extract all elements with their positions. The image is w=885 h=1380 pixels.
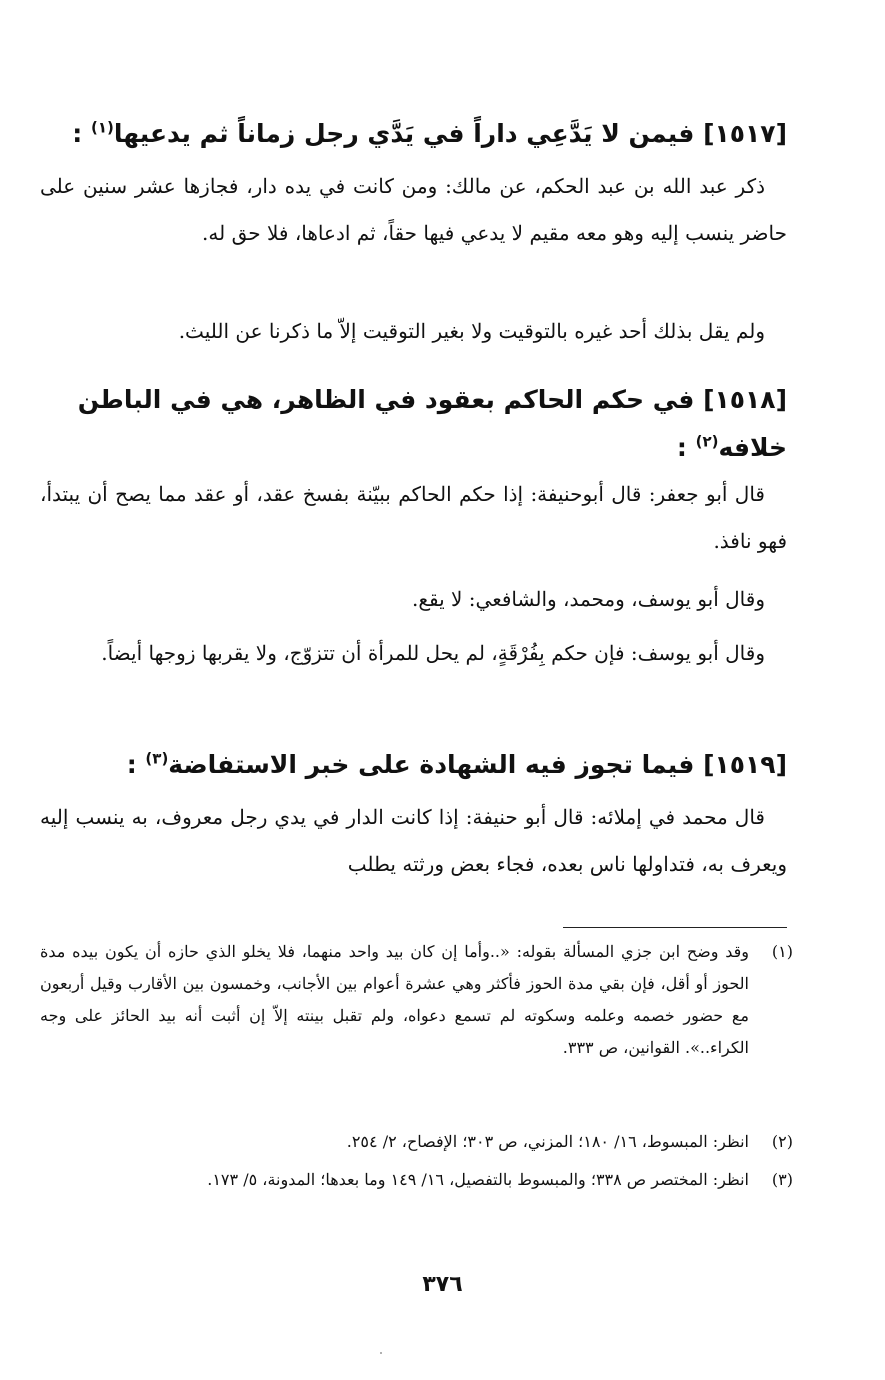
footnote-2: [40, 1126, 793, 1158]
heading-colon: :: [676, 433, 687, 462]
heading-colon: :: [126, 750, 137, 779]
paragraph: قال محمد في إملائه: قال أبو حنيفة: إذا كانت الدار في يدي رجل معروف، به ينسب إليه ويعرف به، فتداولها ناس بعده، فجاء بعض ورثته يطلب: [40, 805, 787, 876]
paragraph: ذكر عبد الله بن عبد الحكم، عن مالك: ومن كانت في يده دار، فجازها عشر سنين على حاضر ينسب إليه وهو معه مقيم لا يدعي فيها حقاً، ثم ادعاها، فلا حق له.: [40, 174, 787, 245]
footnote-1: [40, 936, 793, 1064]
paragraph: ولم يقل بذلك أحد غيره بالتوقيت ولا بغير التوقيت إلاّ ما ذكرنا عن الليث.: [178, 319, 765, 343]
footnote-text: انظر: المبسوط، ١٦/ ١٨٠؛ المزني، ص ٣٠٣؛ الإفصاح، ٢/ ٢٥٤.: [346, 1132, 749, 1151]
section-title: فيما تجوز فيه الشهادة على خبر الاستفاضة: [168, 750, 695, 779]
footnote-marker: (٣): [771, 1170, 793, 1189]
section-heading-1517: [40, 110, 787, 158]
section-heading-1519: [40, 741, 787, 789]
footnote-ref[interactable]: (١): [90, 118, 114, 137]
paragraph: قال أبو جعفر: قال أبوحنيفة: إذا حكم الحاكم ببيّنة بفسخ عقد، أو عقد مما يصح أن يبتدأ، فهو نافذ.: [40, 482, 787, 553]
section-number: [١٥١٩]: [703, 750, 787, 779]
section-title-continued: خلافه: [718, 433, 787, 462]
footnote-marker: (٢): [771, 1132, 793, 1151]
section-heading-1518: [40, 376, 787, 472]
footnote-separator: [563, 927, 787, 928]
section-title: في حكم الحاكم بعقود في الظاهر، هي في الباطن: [77, 385, 695, 414]
footnote-text: وقد وضح ابن جزي المسألة بقوله: «..وأما إن كان بيد واحد منهما، فلا يخلو الذي حازه أن يكون بيده مدة الحوز أو أقل، فإن بقي مدة الحوز فأكثر وهي عشرة أعوام بين الأجانب، وخمسون بين الأقارب وقيل أربعون مع حضور خصمه وعلمه وسكوته لم تسمع دعواه، ولم تقبل بينته إلاّ إن أثبت أنه بيد الحائز على وجه الكراء..». القوانين، ص ٣٣٣.: [40, 942, 750, 1057]
footnote-ref[interactable]: (٣): [145, 749, 169, 768]
scan-speck: [380, 1352, 382, 1354]
paragraph: وقال أبو يوسف: فإن حكم بِفُرْقَةٍ، لم يحل للمرأة أن تتزوّج، ولا يقربها زوجها أيضاً.: [101, 641, 765, 665]
page-number: ٣٧٦: [422, 1272, 463, 1297]
section-title: فيمن لا يَدَّعِي داراً في يَدَّي رجل زماناً ثم يدعيها: [113, 119, 695, 148]
heading-colon: :: [72, 119, 83, 148]
footnote-marker: (١): [771, 942, 793, 961]
footnote-3: [40, 1164, 793, 1196]
section-number: [١٥١٨]: [703, 385, 787, 414]
paragraph: وقال أبو يوسف، ومحمد، والشافعي: لا يقع.: [411, 587, 765, 611]
footnote-text: انظر: المختصر ص ٣٣٨؛ والمبسوط بالتفصيل، ١٦/ ١٤٩ وما بعدها؛ المدونة، ٥/ ١٧٣.: [207, 1170, 749, 1189]
section-number: [١٥١٧]: [703, 119, 787, 148]
footnote-ref[interactable]: (٢): [695, 432, 719, 451]
